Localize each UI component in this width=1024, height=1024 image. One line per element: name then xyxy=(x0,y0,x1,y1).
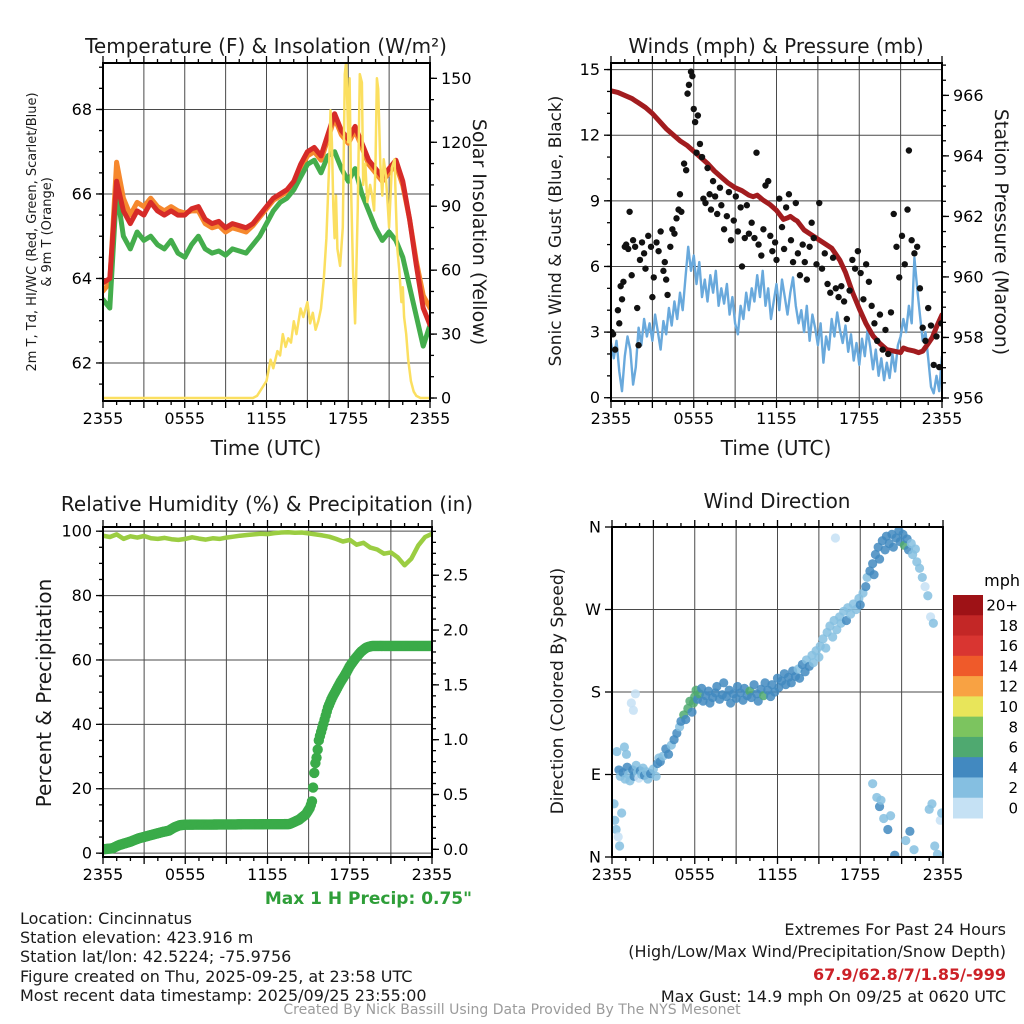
x-tick-label: 1755 xyxy=(329,865,371,884)
percent-precip-y-axis-label: Percent & Precipitation xyxy=(32,578,56,808)
x-tick-label: 2355 xyxy=(411,865,453,884)
temp-y-axis-label-line1: 2m T, Td, HI/WC (Red, Green, Scarlet/Blue) xyxy=(25,92,40,372)
x-tick-label: 0555 xyxy=(674,865,716,884)
colorbar-label: 8 xyxy=(1008,718,1018,737)
y-left-tick-label: 100 xyxy=(61,521,92,541)
x-tick-label: 1755 xyxy=(327,409,369,428)
y-right-tick-label: 1.0 xyxy=(443,730,469,750)
y-left-tick-label: 0 xyxy=(81,843,92,863)
x-tick-label: 1155 xyxy=(247,865,288,884)
y-right-tick-label: 2.5 xyxy=(443,565,469,585)
temp-y-axis-label xyxy=(25,52,55,412)
panel-2 xyxy=(61,520,468,884)
y-left-tick-label: N xyxy=(589,847,601,867)
colorbar-title: mph xyxy=(984,571,1020,590)
x-tick-label: 1155 xyxy=(246,409,287,428)
y-right-tick-label: 960 xyxy=(953,267,984,287)
pressure-y-axis-label: Station Pressure (Maroon) xyxy=(990,108,1012,356)
y-left-tick-label: 12 xyxy=(579,125,600,145)
x-tick-label: 1755 xyxy=(838,409,880,428)
x-tick-label: 1155 xyxy=(756,409,797,428)
location-line: Location: Cincinnatus xyxy=(20,909,192,928)
x-tick-label: 0555 xyxy=(673,409,715,428)
y-right-tick-label: 0.0 xyxy=(443,839,469,859)
x-tick-label: 2355 xyxy=(591,865,633,884)
y-left-tick-label: 64 xyxy=(71,268,92,288)
colorbar-label: 10 xyxy=(998,698,1018,716)
y-right-tick-label: 0.5 xyxy=(443,785,469,805)
wind-direction-title: Wind Direction xyxy=(703,489,851,513)
y-left-tick-label: W xyxy=(585,600,601,619)
panel-0 xyxy=(72,56,472,428)
insolation-y-axis-label: Solar Insolation (Yellow) xyxy=(468,118,490,346)
y-left-tick-label: 62 xyxy=(71,353,92,373)
y-left-tick-label: 66 xyxy=(71,184,92,204)
figure-created-line: Figure created on Thu, 2025-09-25, at 23:58 UTC xyxy=(20,967,413,986)
y-left-tick-label: S xyxy=(590,682,601,702)
x-tick-label: 2355 xyxy=(82,865,124,884)
y-left-tick-label: N xyxy=(589,517,601,537)
y-right-tick-label: 964 xyxy=(953,146,984,166)
y-right-tick-label: 962 xyxy=(953,206,984,226)
x-tick-label: 2355 xyxy=(82,409,124,428)
extremes-title: Extremes For Past 24 Hours xyxy=(784,920,1006,939)
y-left-tick-label: 3 xyxy=(589,322,600,342)
max-precip-note: Max 1 H Precip: 0.75" xyxy=(264,889,472,909)
y-right-tick-label: 966 xyxy=(953,85,984,105)
direction-y-axis-label: Direction (Colored By Speed) xyxy=(548,567,568,815)
temp-y-axis-label-line2: & 9m T (Orange) xyxy=(40,177,55,287)
y-right-tick-label: 0 xyxy=(441,388,452,408)
rh-precip-title: Relative Humidity (%) & Precipitation (in) xyxy=(60,492,474,516)
time-axis-label-right: Time (UTC) xyxy=(720,436,832,460)
credit-line: Created By Nick Bassill Using Data Provided By The NYS Mesonet xyxy=(283,1002,741,1018)
y-right-tick-label: 956 xyxy=(953,388,984,408)
max-gust-line: Max Gust: 14.9 mph On 09/25 at 0620 UTC xyxy=(660,987,1006,1006)
y-right-tick-label: 30 xyxy=(441,324,462,344)
elevation-line: Station elevation: 423.916 m xyxy=(20,928,254,947)
colorbar-label: 20+ xyxy=(986,596,1018,615)
x-tick-label: 1755 xyxy=(839,865,881,884)
colorbar-label: 4 xyxy=(1008,758,1018,777)
temp-insolation-title: Temperature (F) & Insolation (W/m²) xyxy=(85,34,447,58)
panel-1 xyxy=(580,56,984,428)
y-left-tick-label: 40 xyxy=(71,714,92,734)
y-left-tick-label: 80 xyxy=(71,586,92,606)
x-tick-label: 0555 xyxy=(164,865,206,884)
x-tick-label: 2355 xyxy=(922,865,964,884)
y-right-tick-label: 90 xyxy=(441,196,462,216)
wind-y-axis-label: Sonic Wind & Gust (Blue, Black) xyxy=(546,95,566,367)
y-left-tick-label: E xyxy=(590,765,601,784)
y-left-tick-label: 20 xyxy=(71,779,92,799)
colorbar-label: 14 xyxy=(998,657,1018,676)
y-right-tick-label: 2.0 xyxy=(443,620,469,640)
colorbar-label: 2 xyxy=(1008,779,1018,798)
y-left-tick-label: 9 xyxy=(589,191,600,211)
y-right-tick-label: 958 xyxy=(953,327,984,347)
colorbar-label: 6 xyxy=(1008,738,1018,757)
x-tick-label: 1155 xyxy=(757,865,798,884)
tick-labels-panel-2 xyxy=(61,522,468,884)
x-tick-label: 2355 xyxy=(409,409,451,428)
x-tick-label: 0555 xyxy=(164,409,206,428)
speed-colorbar xyxy=(953,571,1020,819)
data-timestamp-line: Most recent data timestamp: 2025/09/25 23:55:00 xyxy=(20,986,427,1005)
y-left-tick-label: 6 xyxy=(589,256,600,276)
colorbar-label: 12 xyxy=(998,677,1018,696)
y-left-tick-label: 0 xyxy=(589,388,600,408)
y-left-tick-label: 60 xyxy=(71,650,92,670)
colorbar-label: 0 xyxy=(1008,799,1018,818)
x-tick-label: 2355 xyxy=(590,409,632,428)
y-right-tick-label: 1.5 xyxy=(443,675,469,695)
winds-pressure-title: Winds (mph) & Pressure (mb) xyxy=(628,34,924,58)
extremes-subtitle: (High/Low/Max Wind/Precipitation/Snow Depth) xyxy=(628,942,1006,961)
y-right-tick-label: 60 xyxy=(441,260,462,280)
y-left-tick-label: 68 xyxy=(71,99,92,119)
y-right-tick-label: 120 xyxy=(441,132,472,152)
y-left-tick-label: 15 xyxy=(579,60,600,80)
extremes-values: 67.9/62.8/7/1.85/-999 xyxy=(813,965,1006,984)
y-right-tick-label: 150 xyxy=(441,68,472,88)
x-tick-label: 2355 xyxy=(921,409,963,428)
panel-3 xyxy=(585,518,1020,885)
colorbar-label: 18 xyxy=(998,616,1018,635)
latlon-line: Station lat/lon: 42.5224; -75.9756 xyxy=(20,947,292,966)
colorbar-label: 16 xyxy=(998,637,1018,656)
time-axis-label-left: Time (UTC) xyxy=(210,436,322,460)
